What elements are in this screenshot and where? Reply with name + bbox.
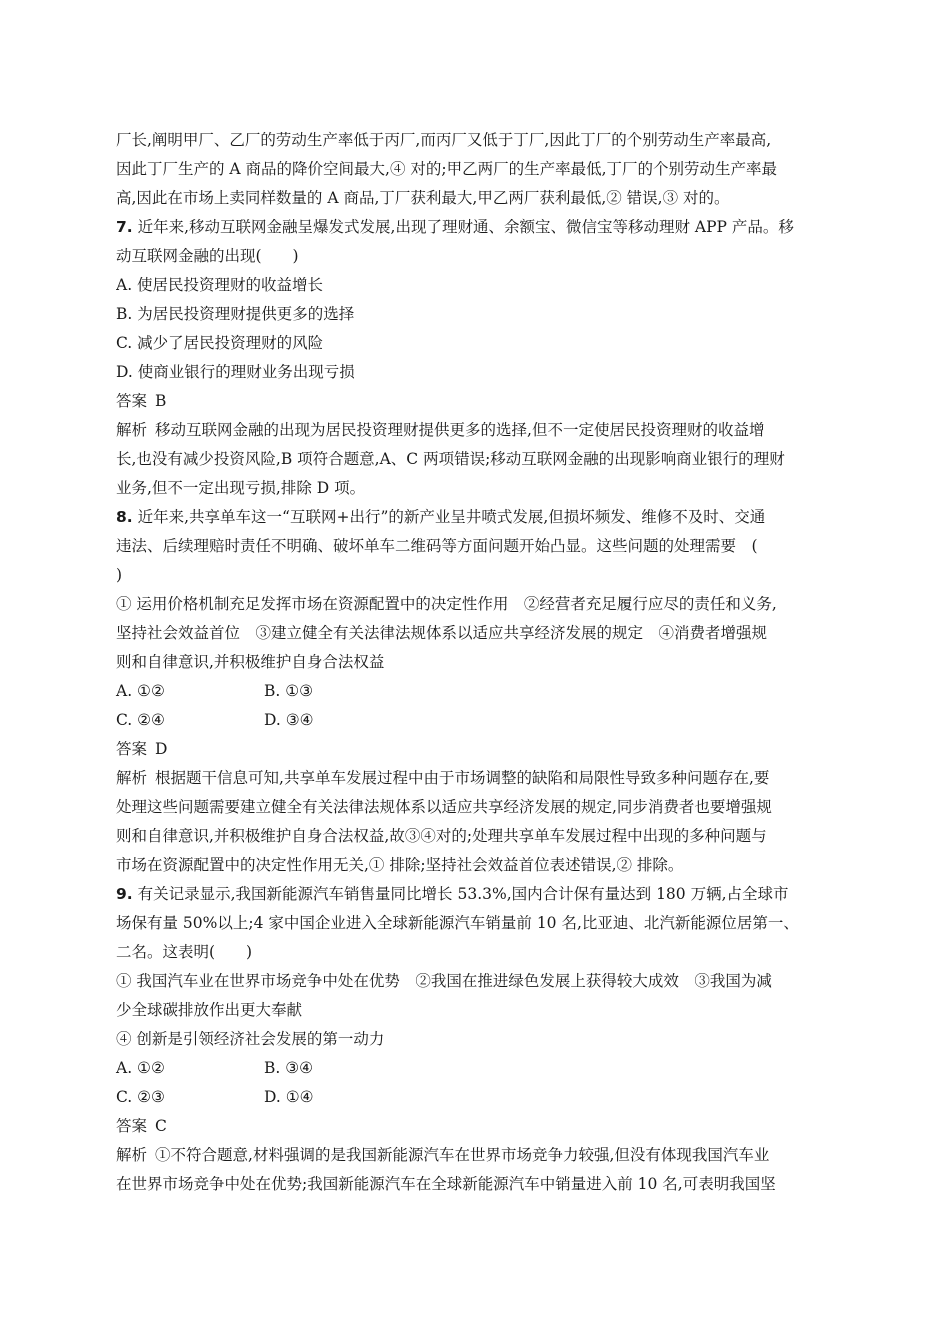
text-line: 高,因此在市场上卖同样数量的 A 商品,丁厂获利最大,甲乙两厂获利最低,② 错误,③ 对的。 [116, 189, 730, 207]
option-a: A. ①② [116, 1059, 165, 1077]
statement-line: 少全球碳排放作出更大奉献 [116, 1001, 303, 1019]
option-d: D. ①④ [264, 1088, 314, 1106]
analysis-label: 解析 [116, 421, 148, 439]
statement-line: ④ 创新是引领经济社会发展的第一动力 [116, 1030, 385, 1048]
document-page [116, 126, 841, 1199]
question-number: 9. [116, 885, 133, 903]
question-stem: 8. 近年来,共享单车这一“互联网+出行”的新产业呈井喷式发展,但损坏频发、维修不及时、交通 [116, 508, 766, 526]
analysis-line: 处理这些问题需要建立健全有关法律法规体系以适应共享经济发展的规定,同步消费者也要增强规 [116, 798, 772, 816]
option-a: A. 使居民投资理财的收益增长 [116, 276, 324, 294]
analysis-line: 解析 移动互联网金融的出现为居民投资理财提供更多的选择,但不一定使居民投资理财的收益增 [116, 421, 765, 439]
statement-line: ① 运用价格机制充足发挥市场在资源配置中的决定性作用 ②经营者充足履行应尽的责任和义务, [116, 595, 777, 613]
option-row [116, 1054, 841, 1083]
option-a: A. ①② [116, 682, 165, 700]
answer-label: 答案 [116, 1117, 148, 1135]
option-d: D. ③④ [264, 711, 314, 729]
analysis-label: 解析 [116, 1146, 148, 1164]
answer-line [116, 387, 841, 416]
text-line: 厂长,阐明甲厂、乙厂的劳动生产率低于丙厂,而丙厂又低于丁厂,因此丁厂的个别劳动生产率最高, [116, 131, 772, 149]
text-line: 因此丁厂生产的 A 商品的降价空间最大,④ 对的;甲乙两厂的生产率最低,丁厂的个别劳动生产率最 [116, 160, 778, 178]
option-c: C. 减少了居民投资理财的风险 [116, 334, 324, 352]
option-b: B. 为居民投资理财提供更多的选择 [116, 305, 355, 323]
question-number: 7. [116, 218, 133, 236]
statement-line: 则和自律意识,并积极维护自身合法权益 [116, 653, 385, 671]
statement-line: ① 我国汽车业在世界市场竞争中处在优势 ②我国在推进绿色发展上获得较大成效 ③我国为减 [116, 972, 772, 990]
analysis-line: 则和自律意识,并积极维护自身合法权益,故③④对的;处理共享单车发展过程中出现的多种问题与 [116, 827, 767, 845]
analysis-label: 解析 [116, 769, 148, 787]
analysis-line: 长,也没有减少投资风险,B 项符合题意,A、C 两项错误;移动互联网金融的出现影响商业银行的理财 [116, 450, 785, 468]
option-b: B. ①③ [264, 682, 314, 700]
question-number: 8. [116, 508, 133, 526]
question-stem: 二名。这表明( ) [116, 943, 253, 961]
option-c: C. ②④ [116, 711, 165, 729]
question-stem: 违法、后续理赔时责任不明确、破坏单车二维码等方面问题开始凸显。这些问题的处理需要 ( [116, 537, 758, 555]
option-c: C. ②③ [116, 1088, 165, 1106]
question-9 [116, 880, 841, 1199]
answer-value: C [155, 1117, 167, 1135]
prev-explanation [116, 126, 841, 213]
answer-label: 答案 [116, 740, 148, 758]
question-stem: 动互联网金融的出现( ) [116, 247, 299, 265]
answer-line [116, 735, 841, 764]
answer-label: 答案 [116, 392, 148, 410]
option-row [116, 1083, 841, 1112]
analysis-line: 解析 根据题干信息可知,共享单车发展过程中由于市场调整的缺陷和局限性导致多种问题存在,要 [116, 769, 770, 787]
question-stem: 7. 近年来,移动互联网金融呈爆发式发展,出现了理财通、余额宝、微信宝等移动理财 APP 产品。移 [116, 218, 794, 236]
question-stem: 场保有量 50%以上;4 家中国企业进入全球新能源汽车销量前 10 名,比亚迪、北汽新能源位居第一、 [116, 914, 799, 932]
statement-line: 坚持社会效益首位 ③建立健全有关法律法规体系以适应共享经济发展的规定 ④消费者增强规 [116, 624, 768, 642]
answer-value: B [155, 392, 167, 410]
analysis-line: 业务,但不一定出现亏损,排除 D 项。 [116, 479, 366, 497]
answer-value: D [155, 740, 168, 758]
question-stem: ) [116, 566, 123, 584]
question-8 [116, 503, 841, 880]
option-row [116, 677, 841, 706]
option-row [116, 706, 841, 735]
question-stem: 9. 有关记录显示,我国新能源汽车销售量同比增长 53.3%,国内合计保有量达到 180 万辆,占全球市 [116, 885, 789, 903]
analysis-line: 市场在资源配置中的决定性作用无关,① 排除;坚持社会效益首位表述错误,② 排除。 [116, 856, 684, 874]
option-b: B. ③④ [264, 1059, 314, 1077]
analysis-line: 在世界市场竞争中处在优势;我国新能源汽车在全球新能源汽车中销量进入前 10 名,可表明我国坚 [116, 1175, 776, 1193]
answer-line [116, 1112, 841, 1141]
question-7 [116, 213, 841, 503]
option-d: D. 使商业银行的理财业务出现亏损 [116, 363, 355, 381]
analysis-line: 解析 ①不符合题意,材料强调的是我国新能源汽车在世界市场竞争力较强,但没有体现我国汽车业 [116, 1146, 770, 1164]
